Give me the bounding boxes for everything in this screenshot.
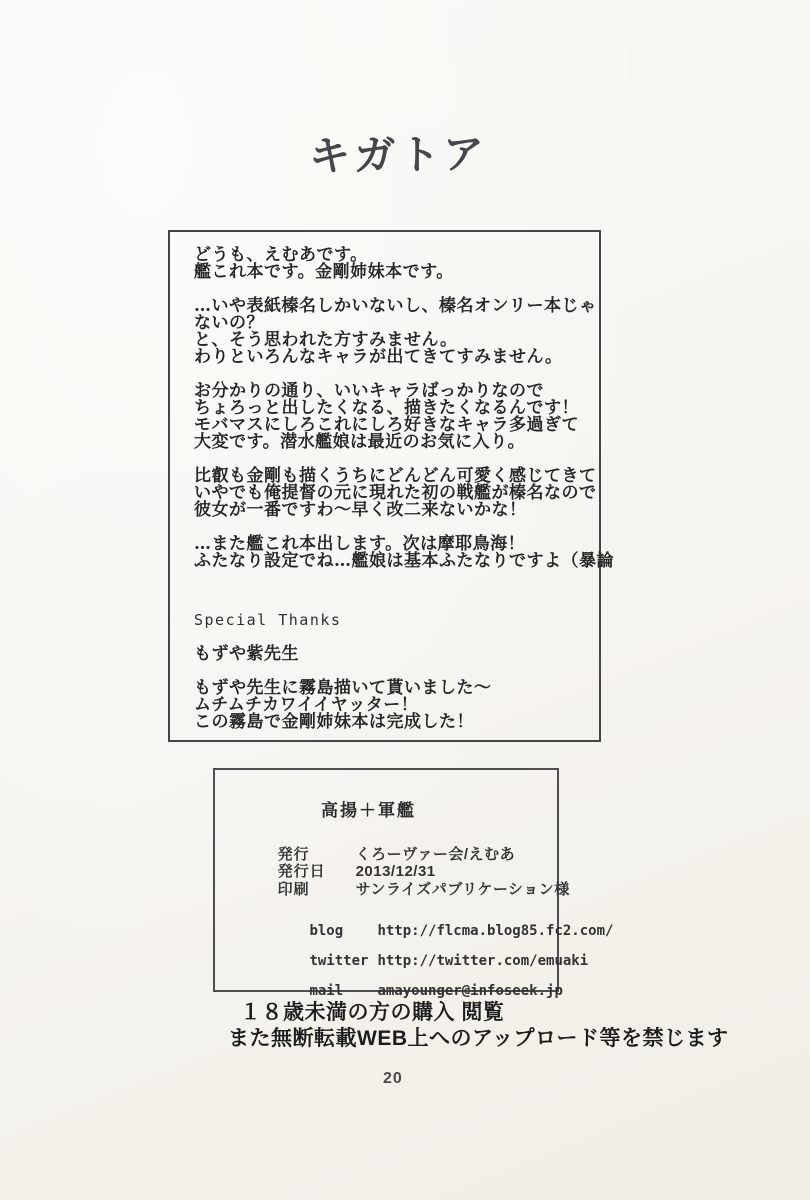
age-warning-line1: １８歳未満の方の購入 閲覧 (240, 1001, 505, 1024)
contact-label: mail (309, 983, 344, 999)
afterword-text (194, 247, 614, 570)
colophon-label: 印刷 (277, 880, 310, 898)
colophon-info (242, 828, 570, 898)
special-thanks-heading: Special Thanks (194, 611, 342, 629)
thanks-line: もずや先生に霧島描いて貰いました〜 (194, 678, 492, 698)
thanks-line: もずや紫先生 (194, 644, 299, 664)
contact-label: blog (309, 923, 344, 939)
afterword-line: いやでも俺提督の元に現れた初の戦艦が榛名なので (194, 483, 597, 503)
colophon-value: くろーヴァー会/えむあ (355, 845, 516, 863)
thanks-line: この霧島で金剛姉妹本は完成した！ (194, 712, 474, 732)
contact-value: http://twitter.com/emuaki (377, 953, 589, 969)
contact-row-blog (242, 886, 614, 939)
afterword-line: ちょろっと出したくなる、描きたくなるんです！ (194, 398, 579, 418)
afterword-line: どうも、えむあです。 (194, 245, 368, 265)
contact-label: twitter (309, 953, 369, 969)
colophon-value: 2013/12/31 (355, 863, 436, 880)
afterword-box (168, 230, 614, 742)
colophon-box (213, 768, 614, 999)
afterword-line: …また艦これ本出します。次は摩耶鳥海！ (194, 534, 526, 554)
colophon-contacts (242, 886, 614, 999)
page-number: 20 (383, 1070, 403, 1087)
age-warning-line2: また無断転載WEB上へのアップロード等を禁じます (228, 1027, 729, 1050)
afterword-line: …いや表紙榛名しかいないし、榛名オンリー本じゃ (194, 296, 597, 316)
afterword-line: 彼女が一番ですわ〜早く改二来ないかな！ (194, 500, 527, 520)
colophon-row-publisher (242, 828, 570, 863)
afterword-line: ふたなり設定でね…艦娘は基本ふたなりですよ（暴論 (194, 551, 614, 571)
age-warning (228, 1000, 729, 1052)
afterword-line: 比叡も金剛も描くうちにどんどん可愛く感じてきて (194, 466, 597, 486)
afterword-line: ないの？ (194, 313, 264, 333)
colophon-title: 高揚＋軍艦 (321, 801, 416, 821)
afterword-line: モバマスにしろこれにしろ好きなキャラ多過ぎて (194, 415, 579, 435)
colophon-value: サンライズパブリケーション様 (355, 880, 570, 898)
afterword-line: わりといろんなキャラが出てきてすみません。 (194, 347, 563, 367)
page-title: キガトア (308, 129, 488, 181)
afterword-line: お分かりの通り、いいキャラばっかりなので (194, 381, 544, 401)
afterword-line: 艦これ本です。金剛姉妹本です。 (194, 262, 454, 282)
special-thanks (194, 612, 492, 731)
contact-value: http://flcma.blog85.fc2.com/ (377, 923, 614, 939)
afterword-line: と、そう思われた方すみません。 (194, 330, 458, 350)
contact-value: amayounger@infoseek.jp (377, 983, 563, 999)
afterword-line: 大変です。潜水艦娘は最近のお気に入り。 (194, 432, 526, 452)
colophon-label: 発行日 (277, 863, 326, 880)
thanks-line: ムチムチカワイイヤッター！ (194, 695, 419, 715)
colophon-label: 発行 (277, 845, 310, 863)
